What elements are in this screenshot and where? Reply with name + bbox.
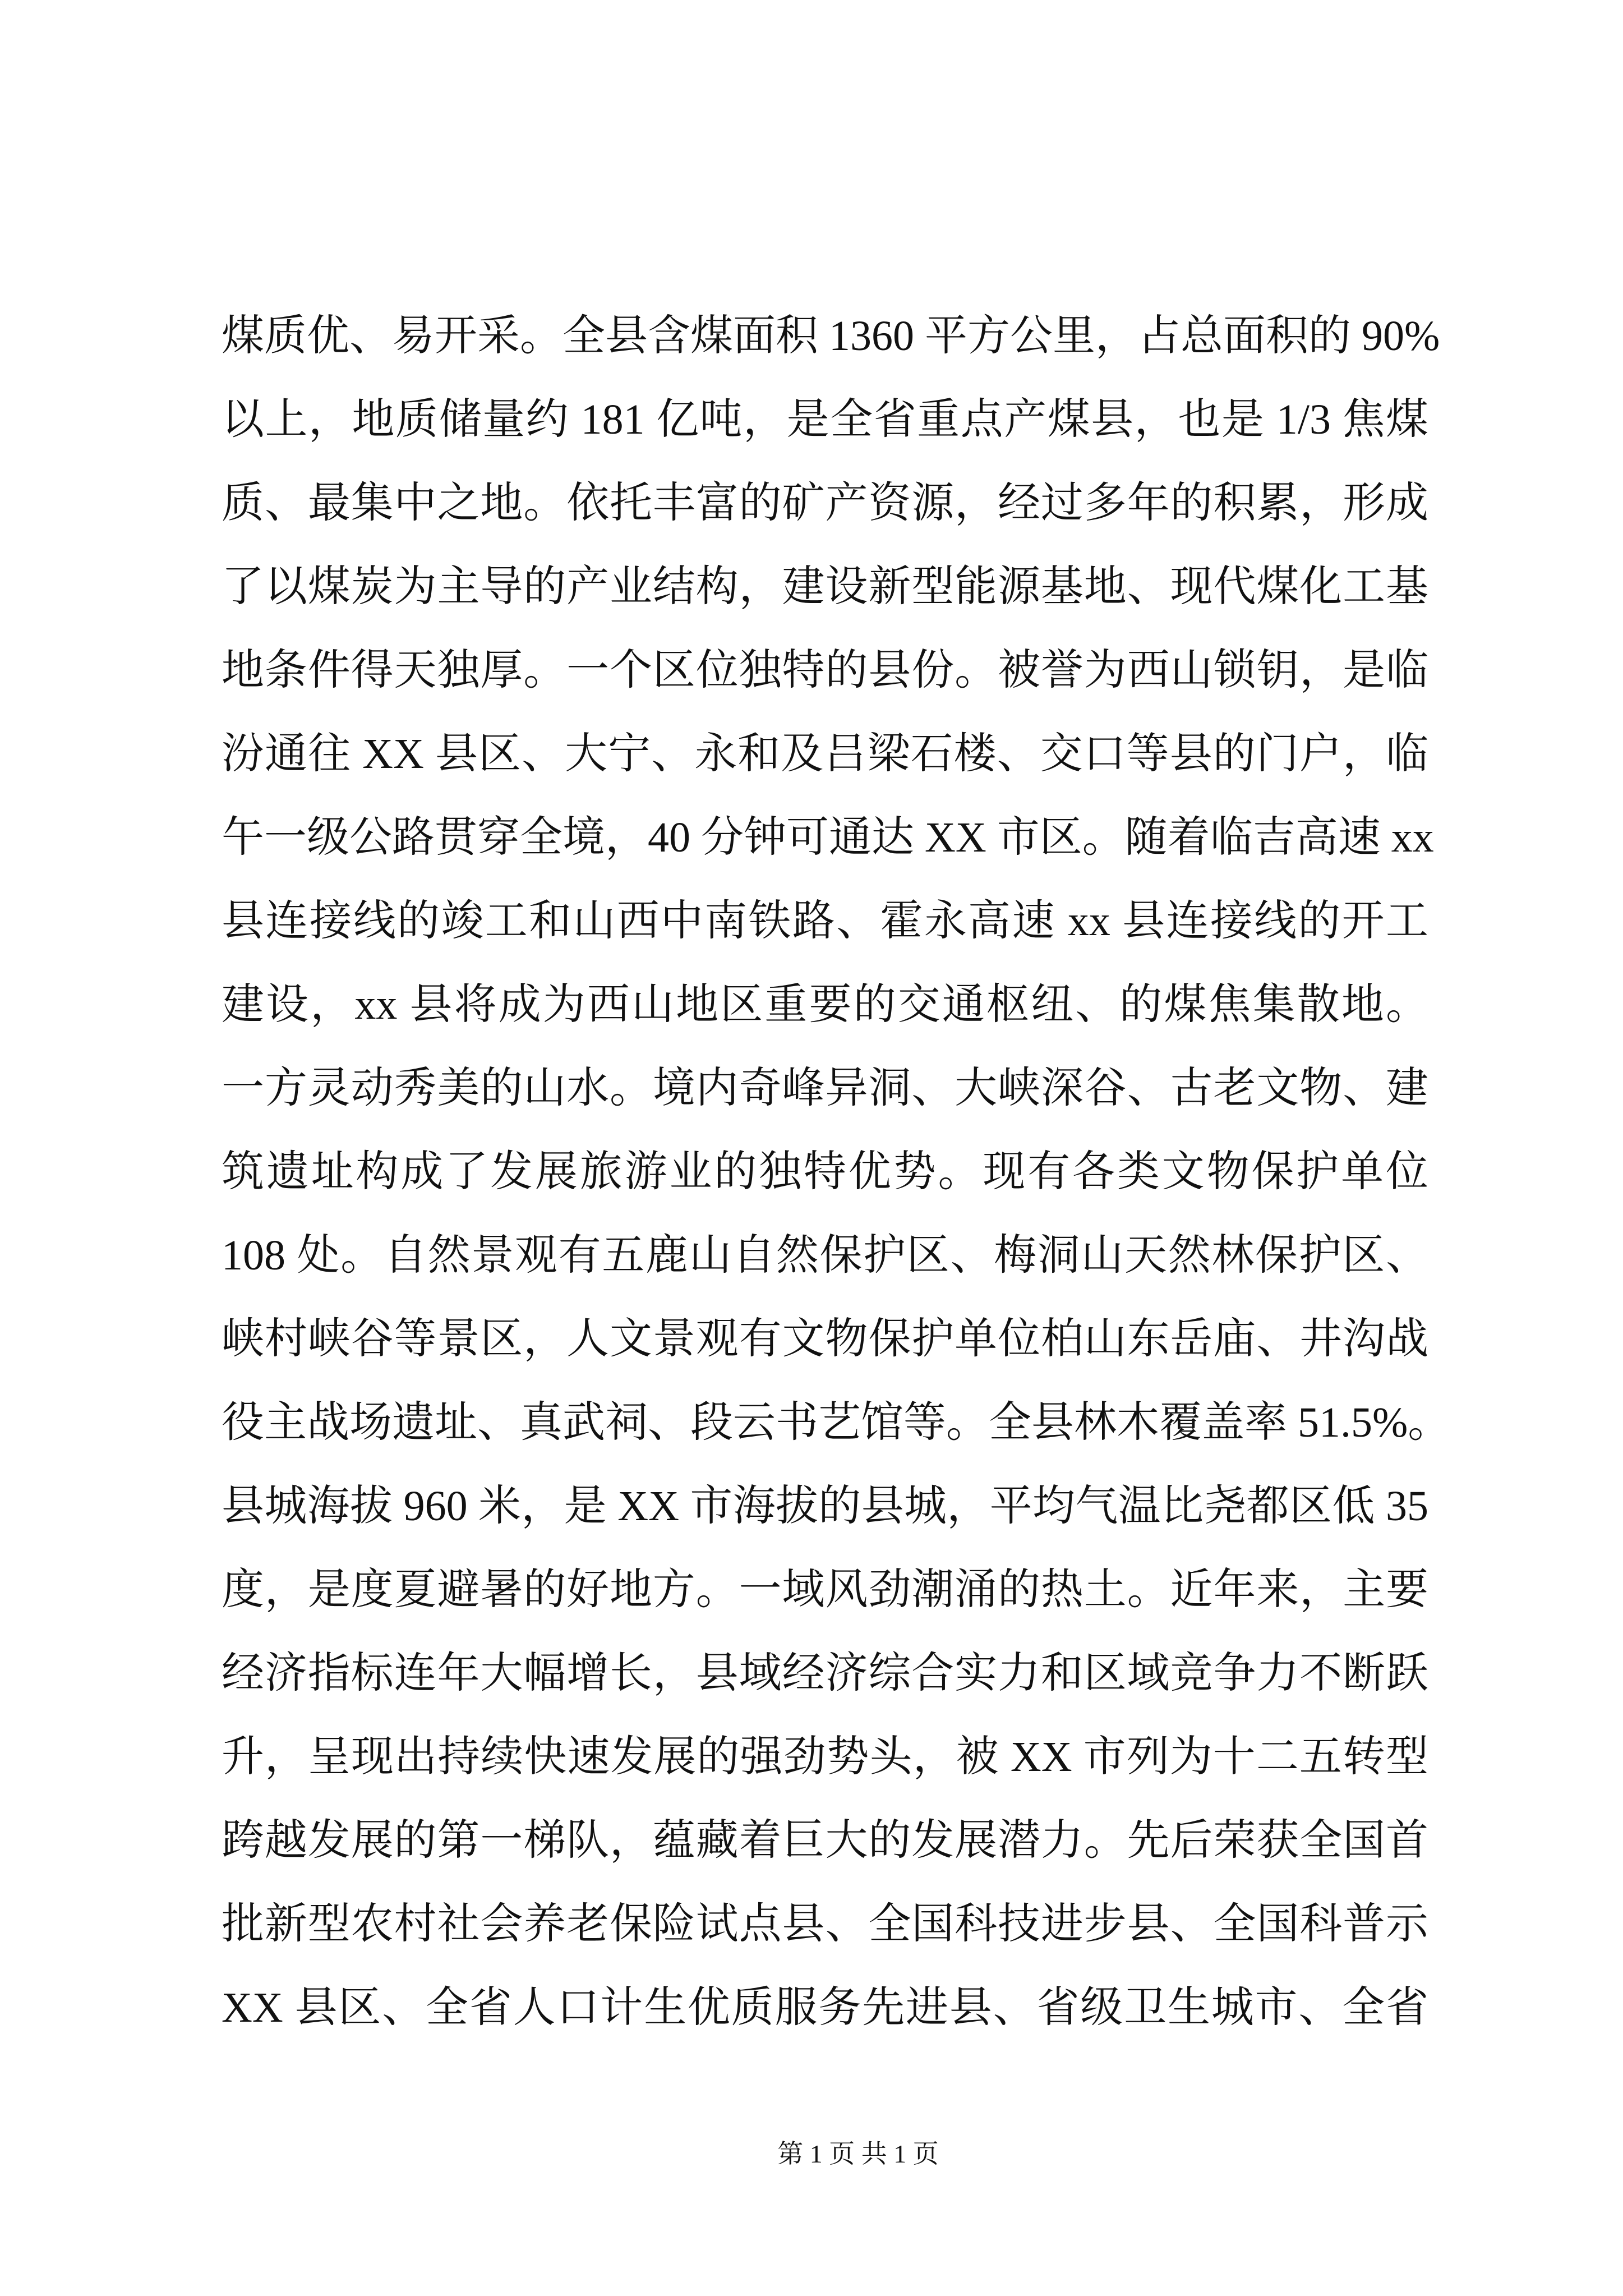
body-text-line: XX 县区、全省人口计生优质服务先进县、省级卫生城市、全省 (222, 1984, 1428, 2031)
body-text-line: 度，是度夏避暑的好地方。一域风劲潮涌的热土。近年来，主要 (222, 1566, 1428, 1613)
body-text-line: 以上，地质储量约 181 亿吨，是全省重点产煤县，也是 1/3 焦煤 (222, 396, 1428, 443)
body-text-line: 峡村峡谷等景区，人文景观有文物保护单位柏山东岳庙、井沟战 (222, 1315, 1428, 1363)
body-text-line: 地条件得天独厚。一个区位独特的县份。被誉为西山锁钥，是临 (222, 647, 1428, 694)
body-text-line: 建设，xx 县将成为西山地区重要的交通枢纽、的煤焦集散地。 (222, 981, 1428, 1028)
page-footer: 第 1 页 共 1 页 (777, 2139, 939, 2168)
body-text-line: 县连接线的竣工和山西中南铁路、霍永高速 xx 县连接线的开工 (222, 898, 1428, 945)
body-text-line: 午一级公路贯穿全境，40 分钟可通达 XX 市区。随着临吉高速 xx (222, 814, 1434, 861)
body-text-line: 质、最集中之地。依托丰富的矿产资源，经过多年的积累，形成 (222, 480, 1428, 527)
body-text-line: 汾通往 XX 县区、大宁、永和及吕梁石楼、交口等县的门户，临 (222, 730, 1428, 777)
body-text-line: 筑遗址构成了发展旅游业的独特优势。现有各类文物保护单位 (222, 1148, 1428, 1195)
body-text-line: 升，呈现出持续快速发展的强劲势头，被 XX 市列为十二五转型 (222, 1733, 1428, 1780)
body-text-line: 县城海拔 960 米，是 XX 市海拔的县城，平均气温比尧都区低 35 (222, 1483, 1428, 1530)
body-text-line: 煤质优、易开采。全县含煤面积 1360 平方公里，占总面积的 90% (222, 312, 1440, 360)
body-text-line: 108 处。自然景观有五鹿山自然保护区、梅洞山天然林保护区、 (222, 1232, 1428, 1279)
body-text-line: 跨越发展的第一梯队，蕴藏着巨大的发展潜力。先后荣获全国首 (222, 1817, 1428, 1864)
body-text-line: 经济指标连年大幅增长，县域经济综合实力和区域竞争力不断跃 (222, 1650, 1428, 1697)
body-text-line: 了以煤炭为主导的产业结构，建设新型能源基地、现代煤化工基 (222, 563, 1428, 610)
body-text-line: 批新型农村社会养老保险试点县、全国科技进步县、全国科普示 (222, 1901, 1428, 1948)
body-text-line: 役主战场遗址、真武祠、段云书艺馆等。全县林木覆盖率 51.5%。 (222, 1399, 1451, 1446)
document-body (222, 295, 1451, 2050)
body-text-line: 一方灵动秀美的山水。境内奇峰异洞、大峡深谷、古老文物、建 (222, 1065, 1428, 1112)
